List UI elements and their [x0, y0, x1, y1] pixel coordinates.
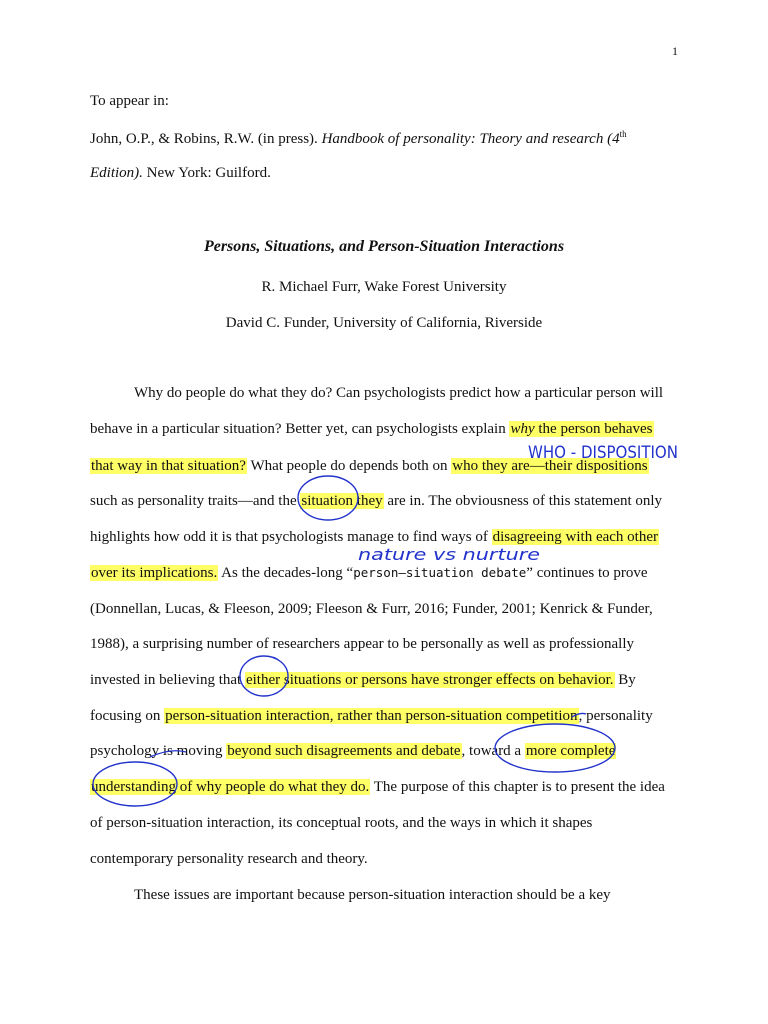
body-line-4: such as personality traits—and the situation they are in. The obviousness of this statement only: [90, 493, 663, 509]
highlight-either: either situations or persons have stronger effects on behavior.: [245, 672, 614, 688]
handwritten-note-nature-nurture: nature vs nurture: [358, 545, 541, 564]
paper-title: Persons, Situations, and Person-Situation Interactions: [203, 238, 565, 255]
page-number: 1: [672, 44, 678, 58]
body-line-5: highlights how odd it is that psychologists manage to find ways of disagreeing with each other: [90, 529, 658, 545]
highlight-implications: over its implications.: [91, 565, 218, 581]
body-line-14: contemporary personality research and theory.: [90, 851, 368, 867]
body-line-13: of person-situation interaction, its conceptual roots, and the ways in which it shapes: [90, 815, 593, 831]
highlight-why: why the person behaves: [510, 421, 653, 437]
citation-line-1: John, O.P., & Robins, R.W. (in press). Handbook of personality: Theory and research (4th: [90, 129, 627, 147]
appear-label: To appear in:: [90, 93, 169, 109]
body-line-11: psychology is moving beyond such disagreements and debate, toward a more complete: [90, 743, 616, 759]
highlight-interaction: person-situation interaction, rather than person-situation competition: [165, 708, 578, 724]
body-line-6: over its implications. As the decades-long “person–situation debate” continues to prove: [91, 565, 648, 581]
highlight-beyond: beyond such disagreements and debate: [227, 743, 461, 759]
author-1: R. Michael Furr, Wake Forest University: [261, 279, 507, 295]
superscript-th: th: [619, 129, 627, 139]
body-line-2: behave in a particular situation? Better yet, can psychologists explain why the person behaves: [90, 421, 653, 437]
body-line-3: that way in that situation? What people do depends both on who they are—their dispositions: [91, 458, 648, 474]
highlight-that-way: that way in that situation?: [91, 458, 246, 474]
body-line-15: These issues are important because person-situation interaction should be a key: [134, 887, 611, 903]
body-line-9: invested in believing that either situations or persons have stronger effects on behavior. By: [90, 672, 636, 688]
handwritten-note-disposition: WHO - DISPOSITION: [528, 443, 678, 463]
highlight-more-complete: more complete: [525, 743, 616, 759]
highlight-disagreeing: disagreeing with each other: [492, 529, 658, 545]
body-line-1: Why do people do what they do? Can psychologists predict how a particular person will: [134, 385, 664, 401]
body-line-10: focusing on person-situation interaction, rather than person-situation competition, personality: [90, 708, 653, 724]
highlight-understanding: understanding of why people do what they do.: [91, 779, 370, 795]
body-line-12: understanding of why people do what they do. The purpose of this chapter is to present the idea: [91, 779, 665, 795]
author-2: David C. Funder, University of California, Riverside: [225, 315, 543, 331]
citation-line-2: Edition). New York: Guilford.: [90, 165, 271, 181]
highlight-who-they-are: who they are—their dispositions: [452, 458, 648, 474]
body-line-7: (Donnellan, Lucas, & Fleeson, 2009; Fleeson & Furr, 2016; Funder, 2001; Kenrick & Funder,: [90, 601, 653, 617]
highlight-situation: situation they: [301, 493, 383, 509]
body-line-8: 1988), a surprising number of researchers appear to be personally as well as professionally: [90, 636, 634, 652]
